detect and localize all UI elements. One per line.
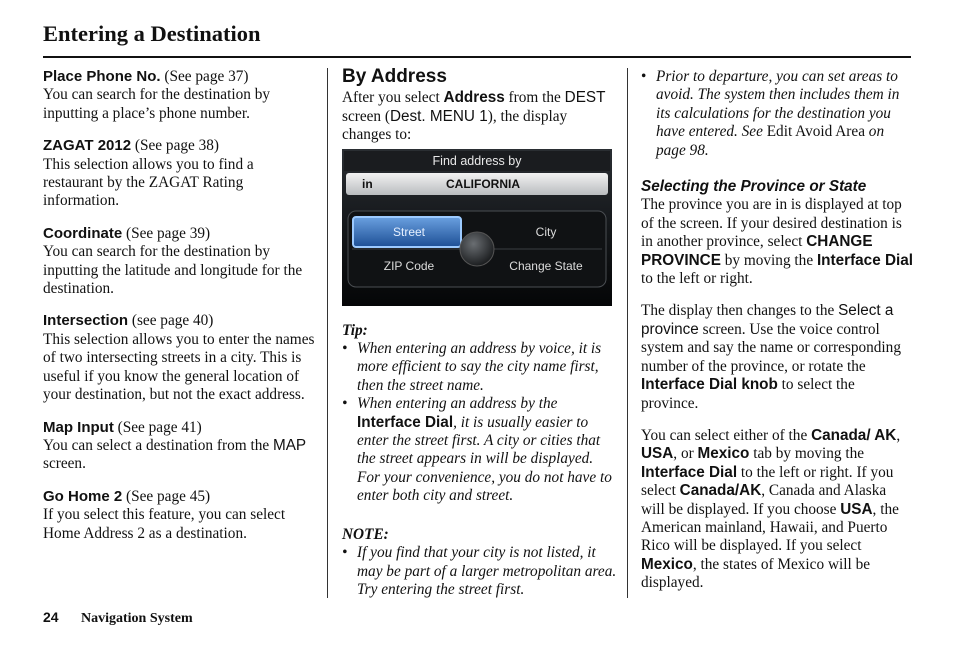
text: After you select <box>342 89 444 107</box>
tip-text: When entering an address by voice, it is more efficient to say the city name first, then the street name. <box>357 340 602 394</box>
text: by moving the <box>720 251 817 269</box>
note-text: If you find that your city is not listed, it may be part of a larger metropolitan area. Try entering the street first. <box>357 544 617 598</box>
tip-bullet <box>342 395 617 505</box>
page-ref: (See page 39) <box>122 224 211 242</box>
page-ref: (See page 38) <box>131 137 220 155</box>
section-heading-by-address: By Address <box>342 66 447 87</box>
text: Prior to departure, you can set areas to avoid. The system then includes them in its calculations for the destination you have entered. See <box>656 68 900 141</box>
option-street[interactable]: Street <box>392 224 426 239</box>
page-ref: (See page 37) <box>160 68 249 85</box>
section-heading: ZAGAT 2012 <box>43 137 132 155</box>
text: , or <box>673 445 698 463</box>
section-go-home-2 <box>43 488 315 543</box>
title-rule <box>43 56 911 58</box>
tab-term: Canada/ AK <box>811 426 897 444</box>
section-heading: Go Home 2 <box>43 487 123 505</box>
text: Edit Avoid Area <box>766 123 865 141</box>
text: The display then changes to the <box>641 302 839 320</box>
tab-term: Mexico <box>641 555 693 573</box>
bullet-icon: • <box>342 340 348 358</box>
text: to the left or right. <box>641 270 753 288</box>
text: on page 98. <box>656 123 885 159</box>
screen-name: Dest. MENU 1 <box>389 107 488 125</box>
avoid-area-bullet <box>641 68 913 160</box>
page-number: 24 <box>43 609 59 625</box>
tab-term: USA <box>840 500 873 518</box>
page-ref: (see page 40) <box>128 312 214 330</box>
tab-term: Canada/AK <box>679 482 762 500</box>
column-divider <box>327 68 328 598</box>
text: , Canada and Alaska will be displayed. If you choose <box>641 482 887 518</box>
section-place-phone <box>43 68 315 123</box>
tab-term: Mexico <box>697 445 750 463</box>
text: The province you are in is displayed at top of the screen. If your desired destination is in another province, select <box>641 196 902 251</box>
screen-name: MAP <box>272 436 307 454</box>
text: You can select either of the <box>641 426 812 444</box>
paragraph-tabs <box>641 427 913 593</box>
option-zip-code[interactable]: ZIP Code <box>383 258 435 273</box>
text: ), the display changes to: <box>342 107 568 144</box>
text: , the states of Mexico will be displayed. <box>641 555 871 592</box>
footer-label: Navigation System <box>81 611 193 626</box>
bullet-icon: • <box>342 544 348 562</box>
bullet-text <box>656 68 913 160</box>
tab-term: USA <box>641 445 674 463</box>
section-body: If you select this feature, you can select Home Address 2 as a destination. <box>43 506 286 542</box>
navigation-screenshot <box>342 149 612 306</box>
menu-term: CHANGE PROVINCE <box>641 233 873 269</box>
page-ref: (See page 41) <box>113 418 202 436</box>
text: from the <box>504 89 565 107</box>
screen-name: DEST <box>564 89 606 107</box>
section-zagat <box>43 137 315 211</box>
section-body: You can search for the destination by inputting the latitude and longitude for the destination. <box>43 243 303 298</box>
section-heading: Place Phone No. <box>43 68 161 85</box>
menu-term: Address <box>443 89 505 107</box>
bullet-icon: • <box>641 68 647 85</box>
section-body: This selection allows you to find a restaurant by the ZAGAT Rating information. <box>43 155 254 210</box>
control-term: Interface Dial <box>816 251 914 269</box>
note-label: NOTE: <box>342 525 389 543</box>
screen-name: Select a province <box>641 302 894 338</box>
section-body: This selection allows you to enter the names of two intersecting streets in a city. This is useful if you know the general location of your destination, but not the exact address. <box>43 330 315 404</box>
text: to the left or right. If you select <box>641 463 894 500</box>
section-heading: Map Input <box>43 418 114 436</box>
current-state: CALIFORNIA <box>446 176 520 191</box>
control-term: Interface Dial <box>357 413 454 431</box>
section-body: screen. <box>43 455 86 473</box>
screen-banner: Find address by <box>432 153 522 168</box>
section-body: You can select a destination from the <box>43 436 273 454</box>
text: tab by moving the <box>749 445 865 463</box>
text: to select the province. <box>641 376 855 412</box>
section-heading: Intersection <box>43 312 129 330</box>
control-term: Interface Dial knob <box>641 376 778 394</box>
sub-heading-province: Selecting the Province or State <box>641 178 867 196</box>
bullet-icon: • <box>342 395 348 413</box>
paragraph-province <box>641 196 913 288</box>
tip-label: Tip: <box>342 321 368 339</box>
column-2 <box>342 68 617 599</box>
tip-bullet <box>342 340 617 395</box>
column-divider <box>627 68 628 598</box>
section-intersection <box>43 312 315 404</box>
text: screen ( <box>342 107 390 125</box>
tip-text <box>357 395 617 505</box>
section-map-input <box>43 419 315 474</box>
in-label: in <box>362 176 373 191</box>
page-ref: (See page 45) <box>122 487 211 505</box>
page-footer <box>43 609 193 627</box>
text: screen. Use the voice control system and say the name or corresponding number of the province, or rotate the <box>641 320 901 375</box>
paragraph-select-province <box>641 302 913 412</box>
option-change-state[interactable]: Change State <box>509 258 583 273</box>
section-heading: Coordinate <box>43 224 123 242</box>
text: , <box>896 426 901 444</box>
intro-paragraph <box>342 89 617 144</box>
control-term: Interface Dial <box>641 463 738 481</box>
page-title: Entering a Destination <box>43 21 261 46</box>
section-body: You can search for the destination by inputting a place’s phone number. <box>43 86 270 122</box>
column-3 <box>641 68 913 607</box>
option-city[interactable]: City <box>535 224 557 239</box>
note-bullet <box>342 544 617 599</box>
text: , it is usually easier to enter the street first. A city or cities that the street appears in will be displayed. For your convenience, you do not have to enter both city and street. <box>357 413 612 505</box>
column-1 <box>43 68 315 557</box>
text: , the American mainland, Hawaii, and Puerto Rico will be displayed. If you select <box>641 500 899 555</box>
section-coordinate <box>43 225 315 299</box>
text: When entering an address by the <box>357 395 558 413</box>
dial-knob-icon <box>460 232 494 266</box>
